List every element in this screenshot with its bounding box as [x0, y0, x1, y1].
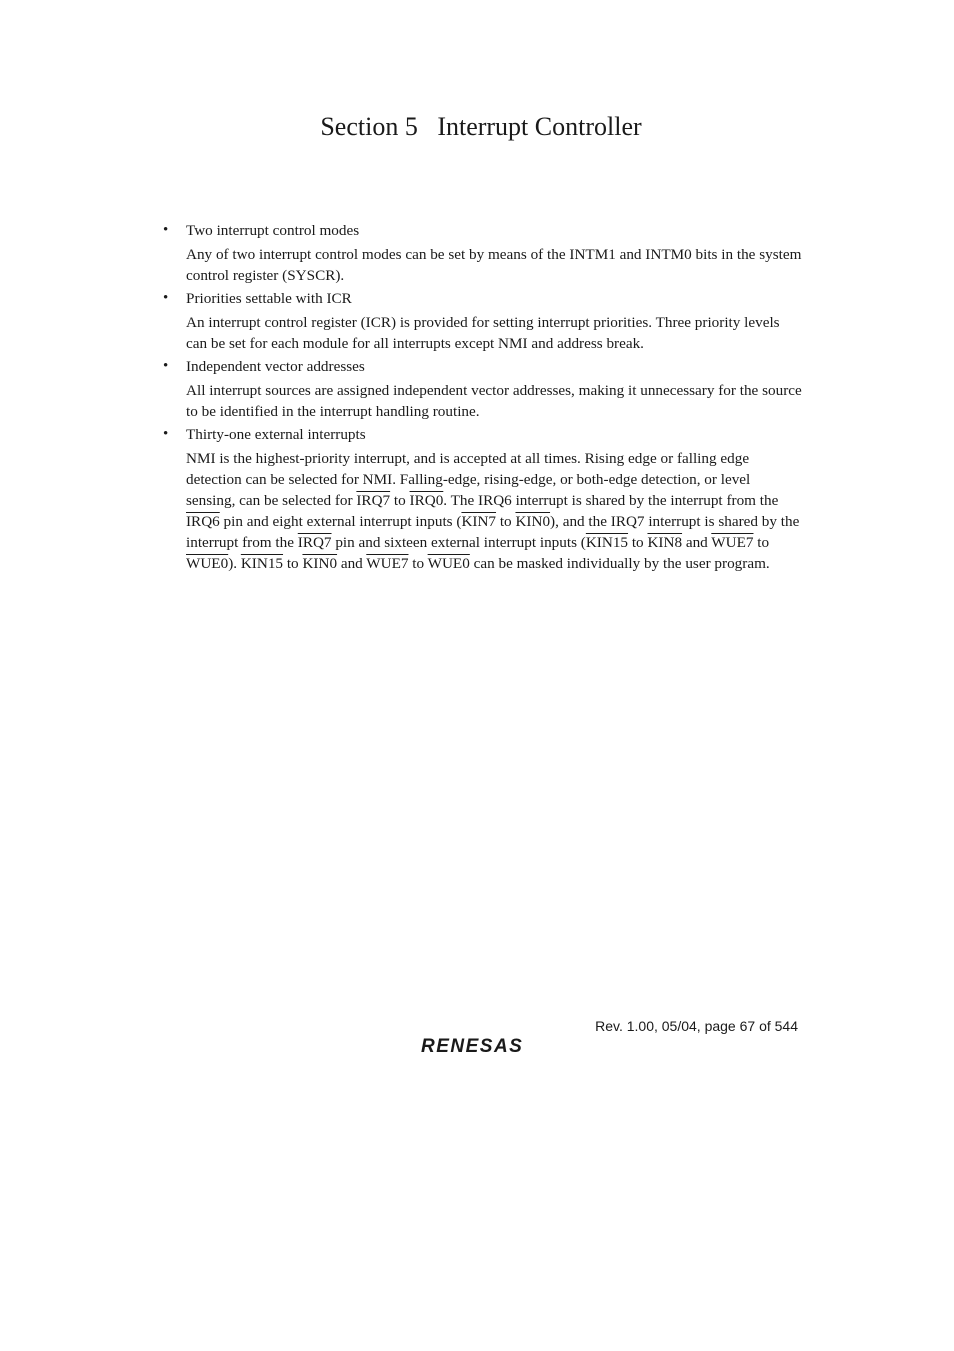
bullet-icon: •: [163, 358, 169, 374]
list-item: [163, 220, 803, 286]
text-run: . The IRQ6 interrupt is shared by the interrupt from the: [443, 492, 779, 509]
item-heading: Priorities settable with ICR: [186, 290, 352, 307]
item-body: Any of two interrupt control modes can be set by means of the INTM1 and INTM0 bits in the system control register (SYSCR).: [186, 246, 802, 284]
text-run: to: [496, 513, 516, 530]
item-body: All interrupt sources are assigned independent vector addresses, making it unnecessary for the source to be identified in the interrupt handling routine.: [186, 382, 802, 420]
text-run: pin and eight external interrupt inputs (: [219, 513, 462, 530]
item-heading: Independent vector addresses: [186, 358, 365, 375]
overlined-signal: WUE0: [186, 555, 229, 572]
item-body: An interrupt control register (ICR) is provided for setting interrupt priorities. Three priority levels can be set for each module for all interrupts except NMI and address break.: [186, 314, 780, 352]
text-run: and: [337, 555, 367, 572]
item-heading: Thirty-one external interrupts: [186, 426, 366, 443]
list-item: [163, 288, 803, 354]
feature-list: [163, 220, 803, 576]
text-run: can be masked individually by the user program.: [469, 555, 770, 572]
text-run: and: [682, 534, 712, 551]
bullet-icon: •: [163, 290, 169, 306]
overlined-signal: WUE7: [711, 534, 754, 551]
overlined-signal: WUE7: [366, 555, 409, 572]
page-title: Section 5 Interrupt Controller: [320, 112, 642, 141]
overlined-signal: IRQ6: [186, 513, 220, 530]
overlined-signal: KIN7: [461, 513, 497, 530]
text-run: pin and sixteen external interrupt inputs (: [331, 534, 586, 551]
text-run: NMI is the highest-priority interrupt, and is accepted at all times. Rising edge or falling edge detection can be selected for NMI. Falling-edge, rising-edge, or both-edge detection, or level sensing, can be selected for: [186, 450, 751, 509]
text-run: to: [408, 555, 428, 572]
overlined-signal: IRQ7: [297, 534, 332, 551]
bullet-icon: •: [163, 426, 169, 442]
text-run: to: [753, 534, 770, 551]
text-run: to: [628, 534, 648, 551]
page-footer-revision: Rev. 1.00, 05/04, page 67 of 544: [595, 1018, 798, 1034]
text-run: to: [283, 555, 303, 572]
overlined-signal: WUE0: [427, 555, 470, 572]
item-heading: Two interrupt control modes: [186, 222, 360, 239]
bullet-icon: •: [163, 222, 169, 238]
overlined-signal: KIN15: [240, 555, 284, 572]
overlined-signal: KIN0: [515, 513, 551, 530]
overlined-signal: IRQ7: [356, 492, 391, 509]
logo-text: RENESAS: [421, 1036, 524, 1056]
overlined-signal: KIN15: [585, 534, 629, 551]
list-item: [163, 356, 803, 422]
overlined-signal: KIN0: [302, 555, 338, 572]
text-run: ), and the IRQ7 interrupt is shared by the interrupt from the: [186, 513, 800, 551]
overlined-signal: KIN8: [647, 534, 683, 551]
renesas-logo: [421, 1034, 543, 1056]
item-body: [186, 448, 803, 574]
list-item: [163, 424, 803, 574]
text-run: ).: [228, 555, 241, 572]
text-run: to: [390, 492, 410, 509]
overlined-signal: IRQ0: [409, 492, 444, 509]
